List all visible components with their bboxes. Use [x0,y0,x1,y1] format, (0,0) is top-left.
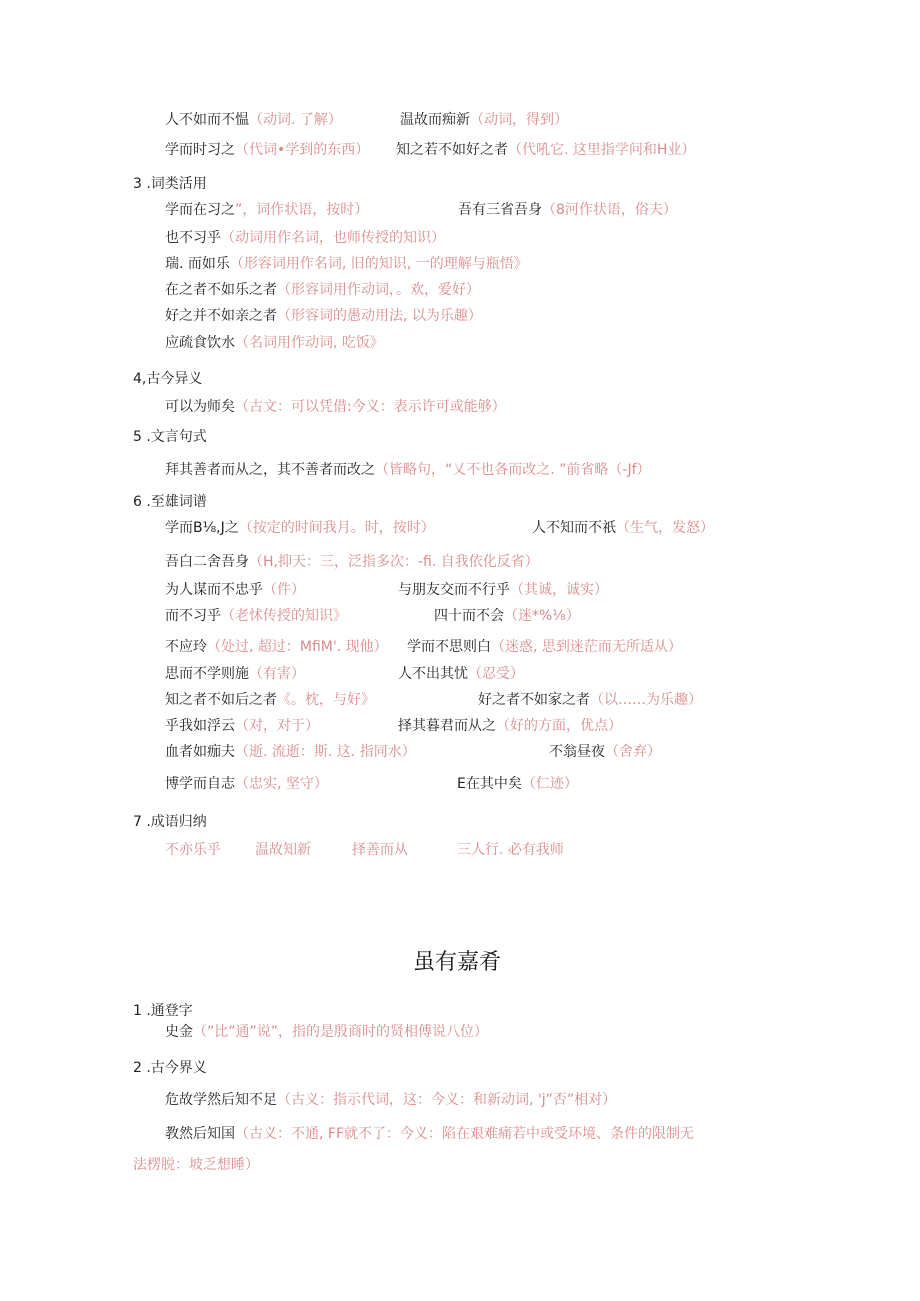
annotation-note: （忍受） [468,666,524,682]
annotation-line [165,774,328,794]
annotation-note: （形容词用作动词，。欢，爱好） [277,282,480,298]
annotation-line [165,742,416,762]
key-phrase: 人不知而不祇 [532,520,616,536]
annotation-note: （老怵传授的知识》 [221,608,347,624]
annotation-note: （8河作状语，俗夫） [542,202,677,218]
annotation-line [400,110,568,130]
annotation-line [532,518,714,538]
key-phrase: 应疏食饮水 [165,335,235,351]
annotation-note: （古文：可以凭借:今义：表示许可或能够） [235,399,506,415]
annotation-line [165,200,368,220]
annotation-note: （古义：指示代词，这：今义：和新动词, 'j”否”相对） [277,1092,617,1108]
key-phrase: 吾有三省吾身 [458,202,542,218]
annotation-line [407,637,682,657]
key-phrase: 可以为师矣 [165,399,235,415]
annotation-line [165,333,384,353]
key-phrase: 学而B⅛,J之 [165,520,239,536]
section-heading: 1 .通登字 [133,1003,193,1019]
annotation-note: （动词用作名词，也师传授的知识） [221,230,445,246]
annotation-line [165,254,528,274]
key-phrase: 也不习乎 [165,230,221,246]
annotation-line [165,580,305,600]
annotation-line [165,460,651,480]
annotation-line [165,1022,488,1042]
idiom-item: 择善而从 [352,842,408,858]
idiom-item: 不亦乐乎 [165,842,221,858]
section-title: 虽有嘉肴 [413,950,502,975]
annotation-line [398,580,608,600]
key-phrase: 危故学然后知不足 [165,1092,277,1108]
key-phrase: 拜其善者而从之，其不善者而改之 [165,462,375,478]
annotation-note: （以……为乐趣） [590,692,702,708]
key-phrase: 人不出其忧 [398,666,468,682]
annotation-note: 法楞脱：坡乏想睡） [133,1157,259,1173]
key-phrase: 血者如痂夫 [165,744,235,760]
annotation-note: （代吼它. 这里指学问和H业） [508,142,696,158]
annotation-note: （舍弃） [605,744,661,760]
annotation-line [478,690,702,710]
annotation-line [165,606,347,626]
section-heading: 4,古今异义 [133,371,203,387]
key-phrase: 学而时习之 [165,142,235,158]
section-heading: 5 .文言句式 [133,429,207,445]
idiom-item: 温故知新 [255,842,311,858]
key-phrase: 温故而痴新 [400,112,470,128]
section-heading: 3 .词类活用 [133,176,207,192]
annotation-note: （迷*%⅛） [504,608,580,624]
key-phrase: 教然后知国 [165,1126,235,1142]
key-phrase: 知之若不如好之者 [396,142,508,158]
annotation-line [165,1124,694,1144]
annotation-line [398,716,622,736]
key-phrase: 学而在习之 [165,202,235,218]
annotation-note: （形容词用作名词, 旧的知识, 一的理解与瓶悟》 [229,256,528,272]
annotation-note: （处过, 超过：MfiM'. 现他） [207,639,388,655]
annotation-note: （代词•学到的东西） [235,142,370,158]
annotation-line [165,280,480,300]
section-heading: 2 .古今界义 [133,1060,207,1076]
annotation-note: （H,抑天：三，泛指多次：-fi. 自我依化反省） [249,554,539,570]
key-phrase: 四十而不会 [434,608,504,624]
key-phrase: 好之者不如家之者 [478,692,590,708]
annotation-line [165,140,369,160]
annotation-line [165,228,445,248]
annotation-note: （件） [263,582,305,598]
key-phrase: 择其暮君而从之 [398,718,496,734]
key-phrase: 思而不学则施 [165,666,249,682]
annotation-line [165,690,375,710]
annotation-line [458,200,677,220]
annotation-line [165,716,319,736]
annotation-note: 《。枕，与好》 [277,692,375,708]
annotation-note: （动词，得到） [470,112,568,128]
annotation-note: ”，词作状语，按时） [235,202,369,218]
annotation-line [398,664,524,684]
annotation-line [165,518,435,538]
annotation-note: （迷惑, 思到迷茫而无所适从） [491,639,682,655]
key-phrase: 人不如而不愠 [165,112,249,128]
annotation-line [165,637,388,657]
key-phrase: E在其中矣 [457,776,522,792]
annotation-note: （皆略句，“乂不也各而改之. ”前省略（-Jf） [375,462,651,478]
annotation-note: （有害） [249,666,305,682]
annotation-line [396,140,695,160]
key-phrase: 学而不思则白 [407,639,491,655]
annotation-line [165,552,539,572]
annotation-line [549,742,661,762]
annotation-line [133,1155,259,1175]
key-phrase: 好之并不如亲之者 [165,308,277,324]
annotation-line [165,306,482,326]
section-heading: 6 .至雄词谱 [133,494,207,510]
annotation-note: （形容词的愚动用法, 以为乐趣） [277,308,482,324]
key-phrase: 乎我如浮云 [165,718,235,734]
annotation-line [165,664,305,684]
section-heading: 7 .成语归纳 [133,814,207,830]
key-phrase: 与朋友交而不行乎 [398,582,510,598]
key-phrase: 而不习乎 [165,608,221,624]
annotation-note: （”比”通”说”，指的是殷商时的贤相傅说八位） [193,1024,489,1040]
annotation-line [165,397,506,417]
key-phrase: 不翁昼夜 [549,744,605,760]
annotation-note: （名词用作动词, 吃饭》 [235,335,384,351]
key-phrase: 博学而自志 [165,776,235,792]
key-phrase: 吾白二舍吾身 [165,554,249,570]
annotation-note: （好的方面，优点） [496,718,622,734]
annotation-note: （对，对于） [235,718,319,734]
key-phrase: 知之者不如后之者 [165,692,277,708]
annotation-note: （其诚，诚实） [510,582,608,598]
annotation-line [434,606,580,626]
annotation-note: （生气，发怒） [616,520,714,536]
annotation-note: （按定的时间我月。时，按时） [238,520,435,536]
key-phrase: 在之者不如乐之者 [165,282,277,298]
key-phrase: 不应玲 [165,639,207,655]
annotation-note: （逝. 流逝：斯. 这. 指同水） [235,744,416,760]
annotation-note: （忠实, 坚守） [235,776,328,792]
annotation-note: （仁迹） [521,776,578,792]
annotation-note: （古义：不通, FF就不了：今义：陷在艰难痛若中或受环境、条件的限制无 [235,1126,695,1142]
annotation-line [165,1090,616,1110]
annotation-note: （动词. 了解） [249,112,342,128]
annotation-line [165,110,342,130]
key-phrase: 瑞. 而如乐 [165,256,230,272]
annotation-line [457,774,578,794]
key-phrase: 为人谋而不忠乎 [165,582,263,598]
key-phrase: 史金 [165,1024,193,1040]
idiom-item: 三人行. 必有我师 [457,842,564,858]
